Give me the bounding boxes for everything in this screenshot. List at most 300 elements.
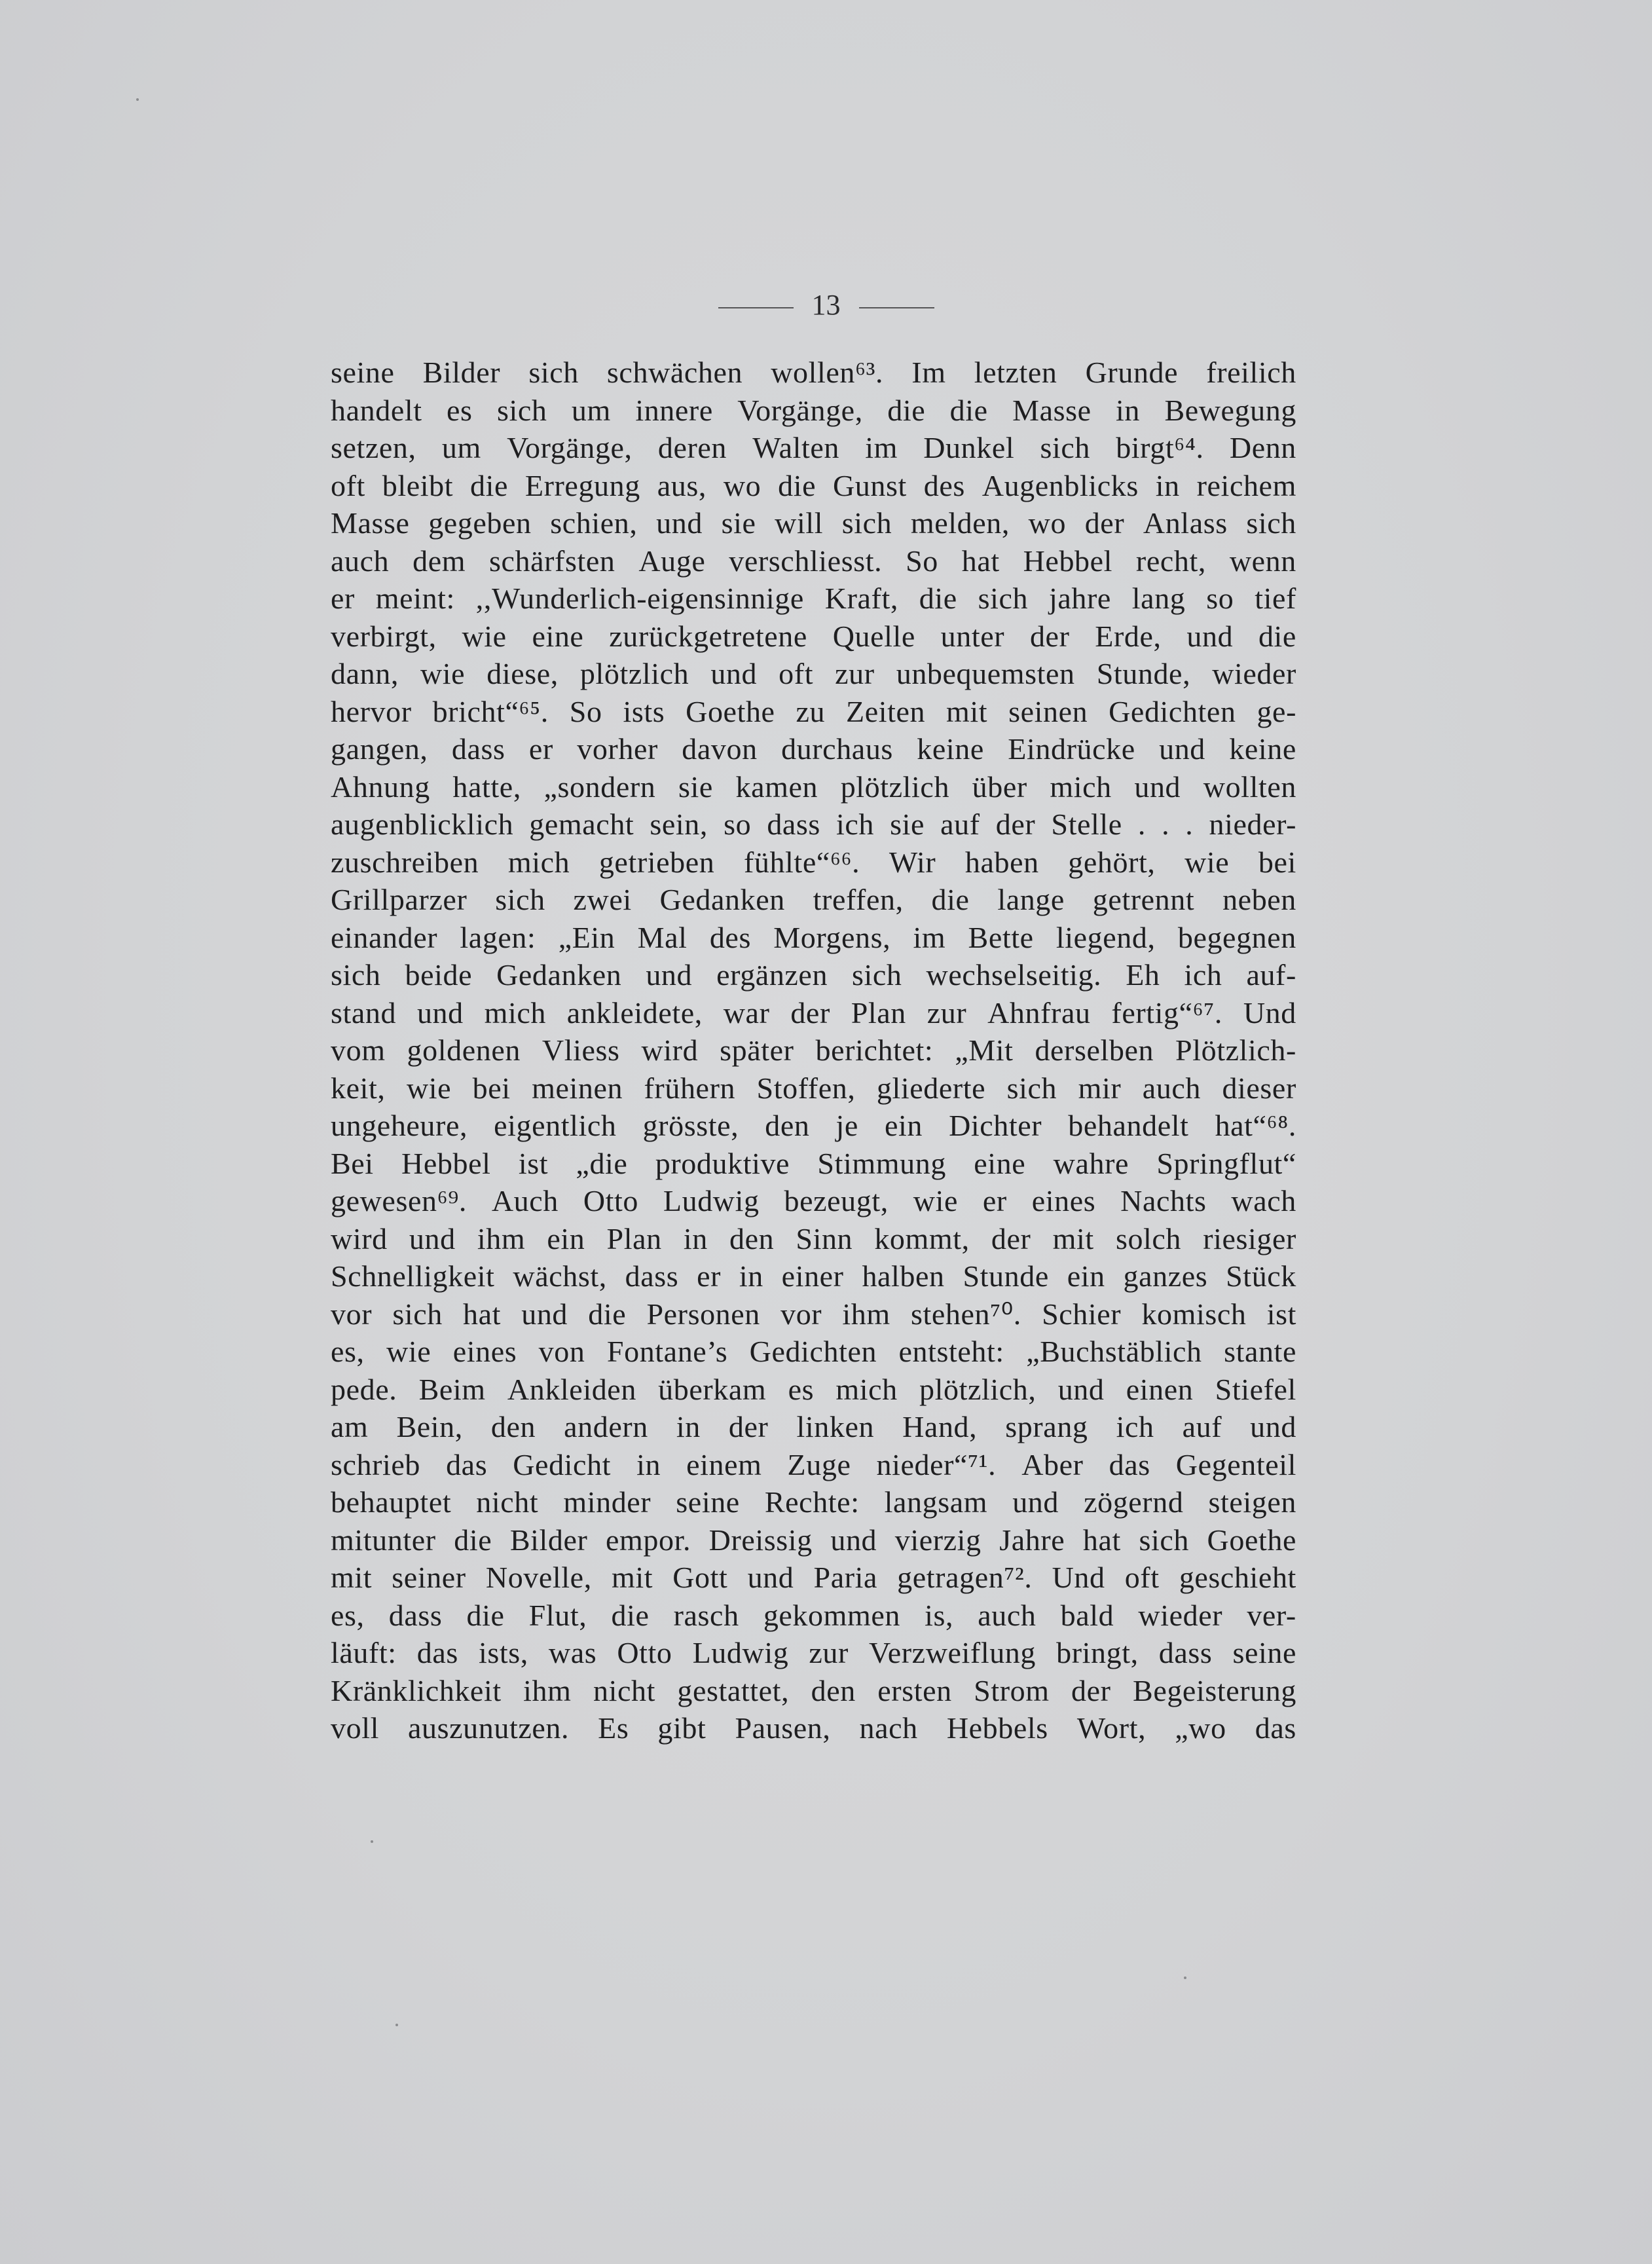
word: Schier <box>1042 1297 1122 1331</box>
word: war <box>723 995 770 1030</box>
page-header <box>0 288 1652 322</box>
word: hatte, <box>452 770 521 804</box>
word: Novelle, <box>485 1561 592 1594</box>
word: keine <box>917 732 984 766</box>
word: später <box>720 1033 794 1067</box>
word: oft <box>1124 1561 1160 1594</box>
word: dass <box>388 1598 443 1632</box>
word: Otto <box>583 1184 638 1217</box>
word: neben <box>1222 883 1296 916</box>
word: empor. <box>605 1523 691 1557</box>
word: in <box>1116 393 1141 427</box>
word: Hand, <box>902 1410 978 1443</box>
word: bei <box>472 1071 511 1105</box>
word: ein <box>547 1221 585 1255</box>
word: in <box>1155 468 1180 502</box>
text-line <box>331 844 1296 881</box>
word: dass <box>1158 1636 1213 1669</box>
word: und <box>1186 619 1234 653</box>
word: von <box>538 1335 585 1368</box>
text-line <box>331 1295 1296 1333</box>
word: die <box>588 1297 627 1331</box>
word: frühern <box>644 1071 736 1105</box>
word: „Buchstäblich <box>1026 1335 1202 1368</box>
word: innere <box>635 393 713 427</box>
word: den <box>811 1673 856 1707</box>
text-line <box>331 806 1296 844</box>
word: Gedichten <box>749 1335 877 1368</box>
word: sich <box>1040 431 1090 464</box>
word: sich <box>1139 1523 1189 1557</box>
word: solch <box>1115 1221 1182 1255</box>
word: letzten <box>974 356 1057 389</box>
word: Gedicht <box>513 1447 612 1481</box>
text-line <box>331 429 1296 467</box>
word: bricht“⁶⁵. <box>432 694 549 728</box>
text-line <box>331 504 1296 542</box>
word: das <box>416 1636 458 1669</box>
word: auch <box>978 1598 1037 1632</box>
word: wie <box>406 1071 452 1105</box>
word: dass <box>451 732 505 766</box>
word: Stoffen, <box>756 1071 856 1105</box>
word: Grillparzer <box>331 883 468 916</box>
word: über <box>972 770 1027 804</box>
word: des <box>709 920 751 954</box>
word: Dichter <box>949 1109 1042 1142</box>
word: Eh <box>1126 958 1160 992</box>
word: der <box>1029 619 1070 653</box>
word: Wort, <box>1076 1711 1147 1745</box>
word: ungeheure, <box>331 1109 468 1142</box>
word: mich <box>484 995 546 1030</box>
word: in <box>683 1221 708 1255</box>
word: Augenblicks <box>982 468 1139 502</box>
word: und <box>656 506 703 540</box>
word: auszunutzen. <box>408 1711 570 1745</box>
word: und <box>409 1221 456 1255</box>
word: halben <box>862 1259 945 1293</box>
word: Gegenteil <box>1175 1447 1296 1481</box>
word: sie <box>678 770 713 804</box>
word: sein, <box>650 807 708 841</box>
word: hat <box>961 544 1000 578</box>
word: ist <box>518 1146 549 1180</box>
text-line <box>331 618 1296 656</box>
word: Im <box>911 356 946 389</box>
word: die <box>887 393 926 427</box>
word: Begeisterung <box>1133 1673 1296 1707</box>
word: vor <box>780 1297 822 1331</box>
text-line <box>331 1672 1296 1710</box>
word: und <box>416 995 464 1030</box>
word: schwächen <box>606 356 743 389</box>
paper-speck <box>136 98 139 101</box>
word: sich <box>852 958 902 992</box>
word: eine <box>532 619 584 653</box>
word: wo <box>1028 506 1067 540</box>
word: pede. <box>331 1372 397 1406</box>
header-rule-left <box>718 307 794 308</box>
word: der <box>1084 506 1125 540</box>
text-line <box>331 994 1296 1032</box>
word: in <box>676 1410 701 1443</box>
text-line <box>331 956 1296 994</box>
word: eines <box>1031 1184 1096 1217</box>
word: So <box>906 544 938 578</box>
word: stand <box>331 995 397 1030</box>
word: läuft: <box>331 1636 397 1669</box>
word: vom <box>331 1033 386 1067</box>
word: Plan <box>851 995 906 1030</box>
word: diese, <box>486 657 559 690</box>
paper-speck <box>371 1840 373 1843</box>
word: „die <box>576 1146 628 1180</box>
word: in <box>636 1447 661 1481</box>
word: Sinn <box>796 1221 853 1255</box>
word: ihm <box>523 1673 572 1707</box>
text-line <box>331 1107 1296 1145</box>
word: Ahnung <box>331 770 430 804</box>
word: rasch <box>673 1598 739 1632</box>
word: schrieb <box>331 1447 421 1481</box>
word: Masse <box>1012 393 1092 427</box>
word: gegeben <box>428 506 532 540</box>
word: wieder <box>1212 657 1296 690</box>
word: hervor <box>331 694 412 728</box>
text-line <box>331 1031 1296 1069</box>
word: seine <box>1232 1636 1296 1669</box>
word: behandelt <box>1068 1109 1189 1142</box>
word: keit, <box>331 1071 386 1105</box>
text-line <box>331 1182 1296 1220</box>
word: verbirgt, <box>331 619 437 653</box>
word: dieser <box>1222 1071 1296 1105</box>
word: Plötzlich- <box>1175 1033 1296 1067</box>
word: mir <box>1078 1071 1122 1105</box>
word: Goethe <box>686 694 775 728</box>
word: mit <box>331 1561 373 1594</box>
word: auch <box>1142 1071 1201 1105</box>
word: Bei <box>331 1146 374 1180</box>
word: eine <box>974 1146 1026 1180</box>
word: dass <box>625 1259 679 1293</box>
word: der <box>991 1221 1031 1255</box>
word: Gedanken <box>659 883 785 916</box>
word: mit <box>946 694 988 728</box>
word: einen <box>1126 1372 1194 1406</box>
word: ein <box>1067 1259 1105 1293</box>
word: Vorgänge, <box>737 393 863 427</box>
word: der <box>728 1410 769 1443</box>
word: lange <box>997 883 1065 916</box>
word: recht, <box>1135 544 1206 578</box>
word: es <box>447 393 473 427</box>
text-line <box>331 655 1296 693</box>
text-line <box>331 1220 1296 1258</box>
word: begegnen <box>1177 920 1296 954</box>
word: voll <box>331 1711 379 1745</box>
text-line <box>331 542 1296 580</box>
word: wie <box>462 619 507 653</box>
word: plötzlich <box>840 770 950 804</box>
word: seine <box>676 1485 740 1519</box>
word: Erregung <box>524 468 640 502</box>
word: im <box>865 431 898 464</box>
text-line <box>331 1408 1296 1446</box>
word: is, <box>925 1598 954 1632</box>
word: setzen, <box>331 431 416 464</box>
word: der <box>1071 1673 1111 1707</box>
word: „Ein <box>558 920 615 954</box>
word: nicht <box>476 1485 539 1519</box>
word: Bewegung <box>1164 393 1296 427</box>
word: Quelle <box>832 619 915 653</box>
word: sich <box>841 506 892 540</box>
word: Auch <box>491 1184 559 1217</box>
word: Verzweiflung <box>869 1636 1037 1669</box>
word: keine <box>1229 732 1296 766</box>
word: bald <box>1060 1598 1114 1632</box>
word: schien, <box>550 506 638 540</box>
word: beide <box>405 958 473 992</box>
word: den <box>490 1410 536 1443</box>
word: mich <box>507 845 570 879</box>
word: Wir <box>889 845 936 879</box>
word: des <box>923 468 965 502</box>
word: zurückgetretene <box>609 619 807 653</box>
word: was <box>548 1636 597 1669</box>
word: Und <box>1052 1561 1105 1594</box>
word: gibt <box>657 1711 707 1745</box>
word: gehört, <box>1068 845 1156 879</box>
word: und <box>747 1561 794 1594</box>
word: mitunter <box>331 1523 436 1557</box>
word: Gedanken <box>496 958 622 992</box>
word: . <box>1185 807 1194 841</box>
word: zur <box>809 1636 849 1669</box>
word: bezeugt, <box>784 1184 889 1217</box>
word: Aber <box>1021 1447 1084 1481</box>
text-line <box>331 768 1296 806</box>
word: mich <box>835 1372 898 1406</box>
word: oft <box>779 657 814 690</box>
word: verschliesst. <box>729 544 883 578</box>
word: „Mit <box>955 1033 1014 1067</box>
word: er <box>331 582 355 615</box>
word: um <box>571 393 611 427</box>
word: oft <box>331 468 365 502</box>
word: Stelle <box>1051 807 1122 841</box>
word: deren <box>657 431 727 464</box>
word: langsam <box>884 1485 988 1519</box>
word: unbequemsten <box>896 657 1075 690</box>
word: hat <box>463 1297 502 1331</box>
word: vor <box>331 1297 373 1331</box>
word: auch <box>331 544 390 578</box>
word: sich <box>528 356 579 389</box>
word: Stiefel <box>1215 1372 1296 1406</box>
word: Ludwig <box>692 1636 789 1669</box>
word: das <box>1255 1711 1296 1745</box>
word: seine <box>331 356 395 389</box>
word: plötzlich, <box>919 1372 1037 1406</box>
word: Otto <box>617 1636 672 1669</box>
word: Bette <box>968 920 1034 954</box>
word: kommt, <box>874 1221 970 1255</box>
word: ver- <box>1247 1598 1296 1632</box>
word: Eindrücke <box>1008 732 1135 766</box>
word: Auge <box>638 544 706 578</box>
word: Mal <box>637 920 688 954</box>
word: will <box>775 506 824 540</box>
word: entsteht: <box>898 1335 1004 1368</box>
word: Pausen, <box>735 1711 831 1745</box>
word: einem <box>686 1447 762 1481</box>
word: die <box>611 1598 650 1632</box>
word: produktive <box>655 1146 790 1180</box>
word: es, <box>331 1335 365 1368</box>
word: ist <box>1266 1297 1296 1331</box>
word: wahre <box>1053 1146 1129 1180</box>
word: zögernd <box>1084 1485 1184 1519</box>
word: die <box>454 1523 492 1557</box>
word: gewesen⁶⁹. <box>331 1184 467 1217</box>
word: linken <box>796 1410 875 1443</box>
word: ge- <box>1257 694 1296 728</box>
word: Kraft, <box>824 582 898 615</box>
word: Walten <box>752 431 839 464</box>
word: gekommen <box>763 1598 901 1632</box>
word: ankleidete, <box>566 995 703 1030</box>
word: gemacht <box>529 807 634 841</box>
word: je <box>835 1109 858 1142</box>
text-line <box>331 1069 1296 1107</box>
word: das <box>1109 1447 1150 1481</box>
word: um <box>441 431 481 464</box>
word: ists, <box>478 1636 528 1669</box>
word: wie <box>1184 845 1230 879</box>
word: reichem <box>1196 468 1296 502</box>
text-line <box>331 1521 1296 1559</box>
word: bei <box>1258 845 1296 879</box>
word: Dreissig <box>708 1523 813 1557</box>
word: wie <box>913 1184 958 1217</box>
word: unter <box>940 619 1005 653</box>
word: steigen <box>1208 1485 1296 1519</box>
word: dann, <box>331 657 399 690</box>
word: im <box>913 920 946 954</box>
word: davon <box>682 732 758 766</box>
text-line <box>331 919 1296 957</box>
word: meint: <box>375 582 455 615</box>
word: Es <box>598 1711 629 1745</box>
word: Beim <box>418 1372 486 1406</box>
word: die <box>949 393 988 427</box>
word: Gedichten <box>1109 694 1236 728</box>
word: Bilder <box>509 1523 588 1557</box>
text-line <box>331 1145 1296 1183</box>
word: zwei <box>573 883 632 916</box>
word: goldenen <box>407 1033 521 1067</box>
word: sie <box>890 807 925 841</box>
text-line <box>331 1446 1296 1484</box>
word: wie <box>420 657 466 690</box>
word: bleibt <box>382 468 454 502</box>
word: Vorgänge, <box>507 431 633 464</box>
word: Morgens, <box>773 920 891 954</box>
text-line <box>331 392 1296 430</box>
word: ihm <box>477 1221 526 1255</box>
word: schärfsten <box>488 544 615 578</box>
word: Schnelligkeit <box>331 1259 495 1293</box>
word: ganzes <box>1123 1259 1208 1293</box>
word: freilich <box>1206 356 1296 389</box>
word: die <box>778 468 817 502</box>
word: riesiger <box>1203 1221 1296 1255</box>
word: behauptet <box>331 1485 452 1519</box>
word: und <box>521 1297 568 1331</box>
word: geschieht <box>1179 1561 1296 1594</box>
word: Zeiten <box>846 694 926 728</box>
word: Gunst <box>832 468 907 502</box>
word: seiner <box>392 1561 466 1594</box>
text-line <box>331 1257 1296 1295</box>
word: Ahnfrau <box>987 995 1091 1030</box>
word: wie <box>386 1335 431 1368</box>
word: Plan <box>606 1221 662 1255</box>
paper-speck <box>395 2024 398 2026</box>
word: in <box>739 1259 763 1293</box>
word: Anlass <box>1143 506 1228 540</box>
word: so <box>724 807 752 841</box>
word: So <box>569 694 602 728</box>
word: überkam <box>658 1372 767 1406</box>
word: getrieben <box>598 845 715 879</box>
word: zu <box>796 694 826 728</box>
word: derselben <box>1035 1033 1154 1067</box>
word: und <box>646 958 693 992</box>
word: sie <box>721 506 756 540</box>
page-number: 13 <box>811 289 841 321</box>
text-line <box>331 354 1296 392</box>
word: ich <box>1184 958 1222 992</box>
word: gangen, <box>331 732 428 766</box>
word: ich <box>1116 1410 1154 1443</box>
word: ,,Wunderlich-eigensinnige <box>475 582 804 615</box>
word: andern <box>564 1410 648 1443</box>
word: wird <box>641 1033 699 1067</box>
word: und <box>1250 1410 1296 1443</box>
word: Ankleiden <box>507 1372 636 1406</box>
word: augenblicklich <box>331 807 514 841</box>
word: am <box>331 1410 369 1443</box>
word: „wo <box>1175 1711 1226 1745</box>
word: das <box>446 1447 488 1481</box>
word: Dunkel <box>923 431 1015 464</box>
text-line <box>331 693 1296 731</box>
word: wach <box>1231 1184 1296 1217</box>
word: Denn <box>1229 431 1296 464</box>
word: Ludwig <box>663 1184 760 1217</box>
word: hat“⁶⁸. <box>1215 1109 1296 1142</box>
word: mich <box>1050 770 1112 804</box>
word: Und <box>1243 995 1296 1030</box>
word: Erde, <box>1095 619 1162 653</box>
word: Personen <box>646 1297 760 1331</box>
word: eigentlich <box>494 1109 617 1142</box>
word: sich <box>978 582 1029 615</box>
